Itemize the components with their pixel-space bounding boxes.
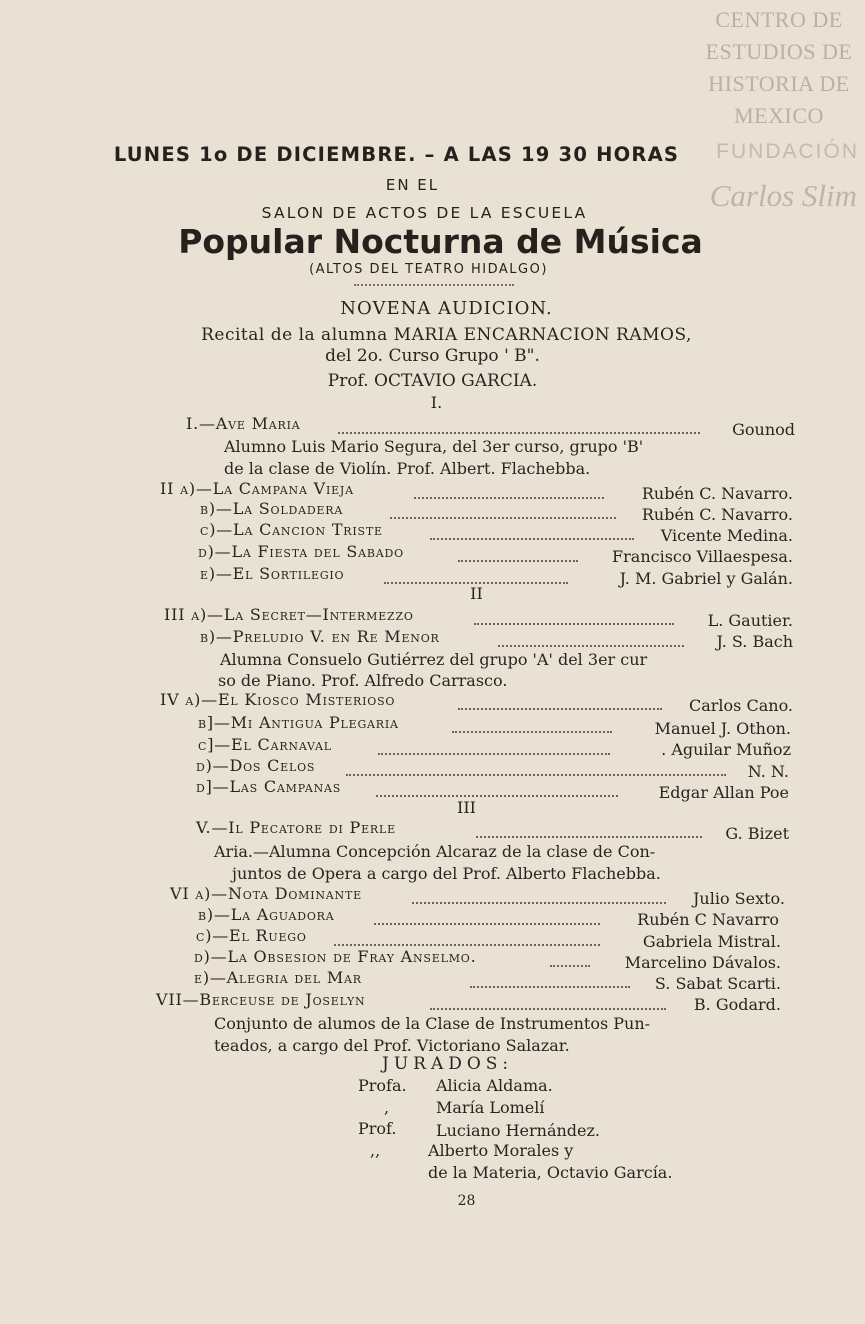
- program-author: Rubén C. Navarro.: [641, 484, 793, 503]
- program-title: d]—Las Campanas: [196, 777, 342, 796]
- venue-line: SALON DE ACTOS DE LA ESCUELA: [261, 204, 588, 222]
- program-title: e)—Alegria del Mar: [194, 968, 362, 987]
- program-note: Conjunto de alumos de la Clase de Instrumentos Pun-: [214, 1014, 651, 1033]
- program-author: Francisco Villaespesa.: [612, 547, 793, 566]
- decorative-rule: [354, 284, 514, 290]
- program-author: Rubén C. Navarro.: [641, 505, 793, 524]
- program-note: Alumno Luis Mario Segura, del 3er curso, grupo 'B': [224, 437, 644, 456]
- program-note: de la clase de Violín. Prof. Albert. Flachebba.: [224, 459, 591, 478]
- jury-member-name: Alicia Aldama.: [436, 1076, 553, 1095]
- program-note: Aria.—Alumna Concepción Alcaraz de la clase de Con-: [214, 842, 656, 861]
- leader-dots: [452, 731, 612, 733]
- program-author: Julio Sexto.: [693, 889, 785, 908]
- leader-dots: [474, 623, 674, 625]
- jury-title: JURADOS:: [382, 1054, 514, 1074]
- leader-dots: [458, 708, 662, 710]
- program-author: J. S. Bach: [716, 632, 793, 651]
- jury-member-name: Alberto Morales y: [428, 1141, 574, 1160]
- leader-dots: [458, 560, 578, 562]
- section-numeral: I.: [430, 393, 443, 412]
- leader-dots: [498, 645, 684, 647]
- program-title: c]—El Carnaval: [198, 735, 332, 754]
- foundation-watermark: FUNDACIÓN: [716, 140, 859, 163]
- program-author: B. Godard.: [693, 995, 781, 1014]
- program-title: c)—La Cancion Triste: [200, 520, 383, 539]
- location-line: (ALTOS DEL TEATRO HIDALGO): [309, 262, 548, 277]
- program-author: S. Sabat Scarti.: [654, 974, 781, 993]
- program-title: d)—La Fiesta del Sabado: [198, 542, 404, 561]
- course-line: del 2o. Curso Grupo ' B".: [325, 346, 540, 366]
- leader-dots: [338, 432, 700, 434]
- program-title: e)—El Sortilegio: [200, 564, 345, 583]
- program-title: b)—La Aguadora: [198, 905, 335, 924]
- program-title: IV a)—El Kiosco Misterioso: [160, 690, 396, 709]
- program-author: N. N.: [747, 762, 789, 781]
- jury-member-title: Prof.: [358, 1119, 397, 1138]
- leader-dots: [430, 1008, 666, 1010]
- jury-member-name: Luciano Hernández.: [436, 1121, 601, 1140]
- jury-member-name: de la Materia, Octavio García.: [428, 1163, 673, 1182]
- leader-dots: [430, 538, 634, 540]
- program-title: b]—Mi Antigua Plegaria: [198, 713, 399, 732]
- page-number: 28: [457, 1193, 476, 1209]
- program-author: Rubén C Navarro: [637, 910, 779, 929]
- program-author: G. Bizet: [725, 824, 789, 843]
- program-author: Manuel J. Othon.: [654, 719, 791, 738]
- program-title: VI a)—Nota Dominante: [170, 884, 362, 903]
- program-title: c)—El Ruego: [196, 926, 307, 945]
- jury-member-title: ,,: [370, 1141, 381, 1160]
- leader-dots: [346, 774, 726, 776]
- leader-dots: [390, 517, 616, 519]
- signature-watermark: Carlos Slim: [709, 178, 857, 213]
- program-title: II a)—La Campana Vieja: [160, 479, 354, 498]
- audition-title: NOVENA AUDICION.: [340, 298, 553, 319]
- section-numeral: II: [470, 584, 483, 603]
- leader-dots: [376, 795, 618, 797]
- leader-dots: [374, 923, 600, 925]
- program-author: Gounod: [732, 420, 795, 439]
- leader-dots: [550, 965, 590, 967]
- program-author: J. M. Gabriel y Galán.: [619, 569, 793, 588]
- jury-member-title: ,: [384, 1098, 390, 1117]
- program-title: I.—Ave Maria: [186, 414, 301, 433]
- program-author: . Aguilar Muñoz: [661, 740, 791, 759]
- program-author: Marcelino Dávalos.: [624, 953, 781, 972]
- recital-line: Recital de la alumna MARIA ENCARNACION RAMOS,: [201, 325, 692, 345]
- leader-dots: [378, 753, 610, 755]
- program-title: b)—Preludio V. en Re Menor: [200, 627, 440, 646]
- jury-member-name: María Lomelí: [436, 1098, 545, 1117]
- program-title: b)—La Soldadera: [200, 499, 344, 518]
- event-date-time: LUNES 1o DE DICIEMBRE. – A LAS 19 30 HORAS: [113, 143, 680, 166]
- program-note: juntos de Opera a cargo del Prof. Alberto Flachebba.: [232, 864, 661, 883]
- program-author: Gabriela Mistral.: [642, 932, 781, 951]
- program-title: d)—La Obsesion de Fray Anselmo.: [194, 947, 477, 966]
- leader-dots: [414, 497, 604, 499]
- leader-dots: [476, 836, 702, 838]
- en-el-line: EN EL: [385, 176, 440, 194]
- section-numeral: III: [457, 798, 476, 817]
- program-note: teados, a cargo del Prof. Victoriano Salazar.: [214, 1036, 570, 1055]
- program-author: L. Gautier.: [707, 611, 793, 630]
- teacher-line: Prof. OCTAVIO GARCIA.: [327, 371, 538, 391]
- leader-dots: [334, 944, 600, 946]
- program-title: III a)—La Secret—Intermezzo: [164, 605, 414, 624]
- program-title: V.—Il Pecatore di Perle: [196, 818, 396, 837]
- leader-dots: [470, 986, 630, 988]
- program-author: Carlos Cano.: [689, 696, 793, 715]
- program-author: Vicente Medina.: [660, 526, 793, 545]
- program-note: Alumna Consuelo Gutiérrez del grupo 'A' del 3er cur: [220, 650, 648, 669]
- archive-watermark: CENTRO DE ESTUDIOS DE HISTORIA DE MEXICO: [705, 7, 853, 128]
- program-title: d)—Dos Celos: [196, 756, 316, 775]
- school-name: Popular Nocturna de Música: [178, 222, 703, 261]
- program-author: Edgar Allan Poe: [658, 783, 789, 802]
- leader-dots: [412, 902, 666, 904]
- jury-member-title: Profa.: [358, 1076, 407, 1095]
- program-title: VII—Berceuse de Joselyn: [156, 990, 366, 1009]
- program-note: so de Piano. Prof. Alfredo Carrasco.: [218, 671, 508, 690]
